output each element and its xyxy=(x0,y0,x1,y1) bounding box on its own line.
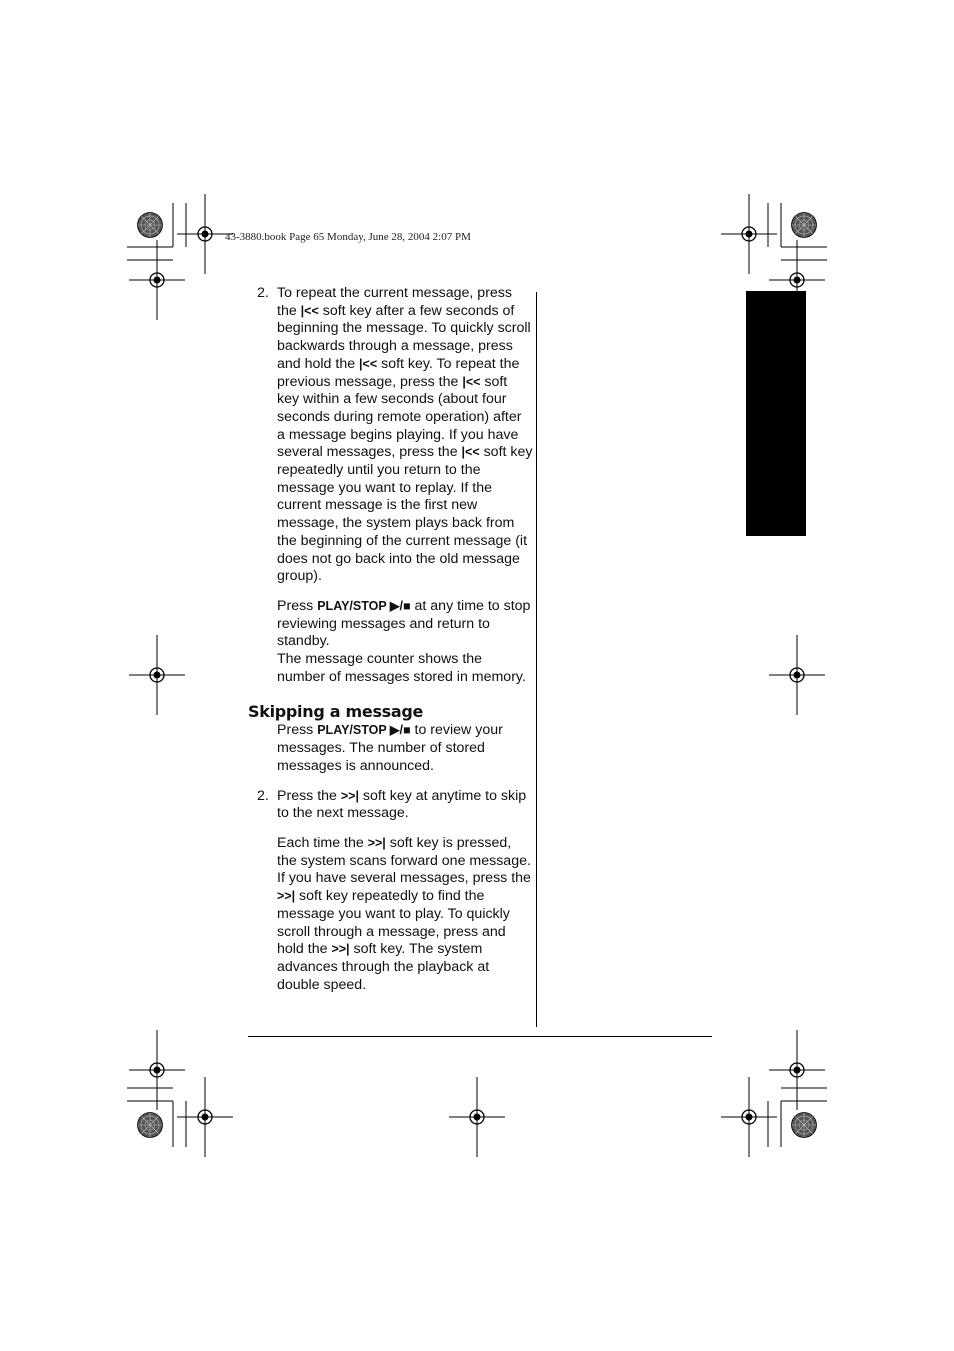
registration-mark xyxy=(129,1030,185,1110)
registration-mark xyxy=(721,194,777,274)
column-rule xyxy=(536,292,537,1027)
skip-key-label: >>| xyxy=(340,788,359,803)
registration-mark xyxy=(769,635,825,715)
play-stop-key-label: PLAY/STOP ▶/■ xyxy=(317,723,411,738)
skip-step-1: Press PLAY/STOP ▶/■ to review your messages. The number of stored messages is announced. xyxy=(277,722,503,774)
step-text: soft key after a few seconds of beginning the message. To quickly scroll backwards through a message, press and hold the xyxy=(277,302,531,372)
registration-mark xyxy=(449,1077,505,1157)
footer-rule xyxy=(248,1036,712,1037)
rewind-key-label: |<< xyxy=(461,445,480,460)
stop-instruction: Press PLAY/STOP ▶/■ at any time to stop reviewing messages and return to standby. xyxy=(277,597,531,650)
color-bar-icon xyxy=(792,1113,817,1138)
skip-key-label: >>| xyxy=(277,889,296,904)
step-number: 2. xyxy=(257,285,269,301)
skip-details: Each time the >>| soft key is pressed, the system scans forward one message. If you have several messages, press the >>| soft key repeatedly to find the message you want to play. To quickly scroll through a message, press and hold the >>| soft key. The system advances through the playback at double speed. xyxy=(277,834,531,993)
color-bar-icon xyxy=(792,213,817,238)
step-text: soft key. To repeat the previous message, press the xyxy=(277,355,520,390)
play-stop-key-label: PLAY/STOP ▶/■ xyxy=(317,598,411,613)
registration-mark xyxy=(129,635,185,715)
registration-mark xyxy=(177,1077,233,1157)
step-text: To repeat the current message, press the xyxy=(277,285,512,319)
counter-note: The message counter shows the number of messages stored in memory. xyxy=(277,651,526,685)
step-text: soft key repeatedly until you return to the message you want to replay. If the current message is the first new message, the system plays back from the beginning of the current message (it does not go back into the old message group). xyxy=(277,444,533,585)
skip-key-label: >>| xyxy=(331,942,350,957)
step-2-repeat xyxy=(248,285,533,586)
step-number: 2. xyxy=(257,787,269,804)
rewind-key-label: |<< xyxy=(300,303,319,318)
rewind-key-label: |<< xyxy=(462,374,481,389)
rewind-key-label: |<< xyxy=(359,356,378,371)
section-heading: Skipping a message xyxy=(248,702,424,722)
color-bar-icon xyxy=(138,213,163,238)
color-bar-icon xyxy=(138,1113,163,1138)
registration-mark xyxy=(769,1030,825,1110)
registration-mark xyxy=(721,1077,777,1157)
print-header: 43-3880.book Page 65 Monday, June 28, 2004 2:07 PM xyxy=(225,231,471,243)
skip-step-2: 2. Press the >>| soft key at anytime to skip to the next message. xyxy=(257,787,527,822)
registration-mark xyxy=(129,240,185,320)
skip-key-label: >>| xyxy=(367,835,386,850)
section-tab xyxy=(746,291,806,536)
main-content xyxy=(248,285,533,994)
step-text: soft key within a few seconds (about four seconds during remote operation) after a message begins playing. If you have several messages, press the xyxy=(277,373,522,461)
